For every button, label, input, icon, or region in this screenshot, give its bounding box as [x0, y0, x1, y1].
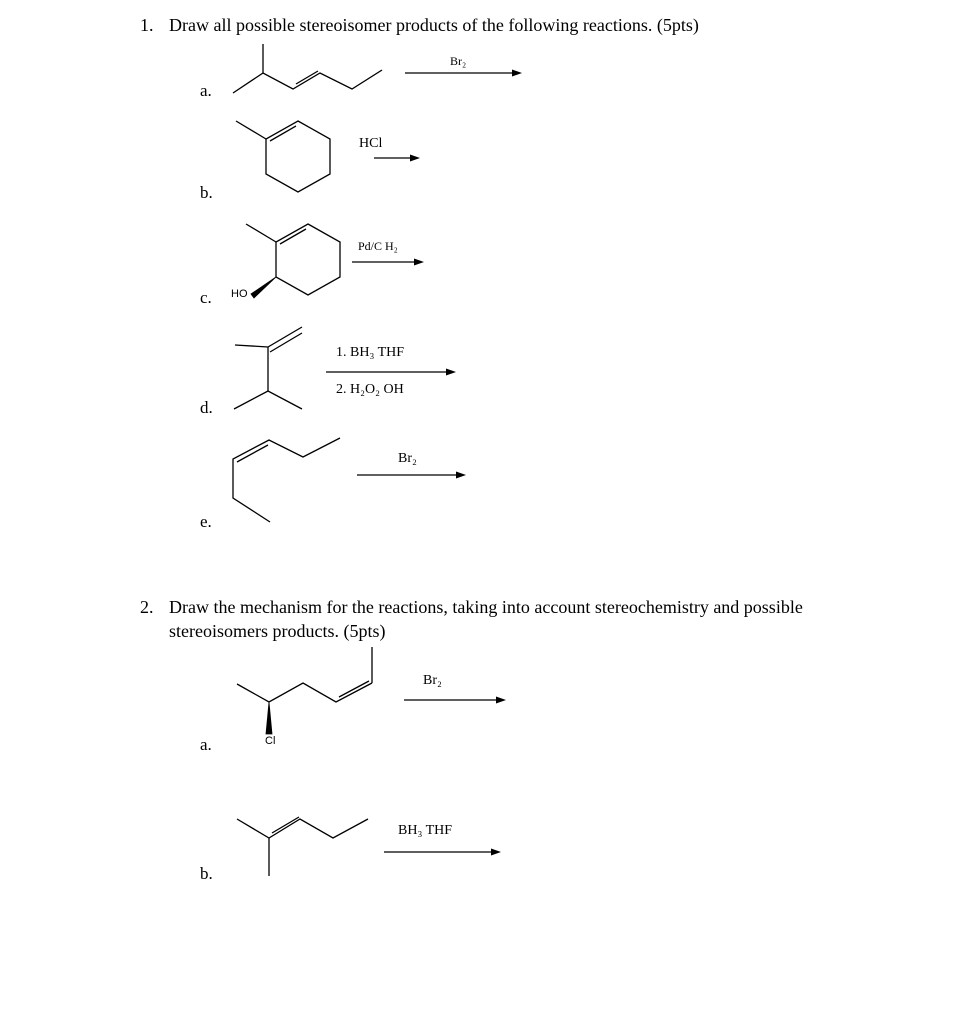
- q2-part-b-label: b.: [200, 864, 213, 883]
- q1-b-reagent: HCl: [359, 136, 383, 151]
- q1-c-arrow: [352, 259, 424, 266]
- q1-part-b-label: b.: [200, 183, 213, 202]
- q2-a-chlorine-label: Cl: [265, 735, 276, 747]
- q2-b-arrow: [384, 849, 501, 856]
- q1-c-hydroxyl-label: HO: [231, 288, 248, 300]
- q1-d-molecule: [234, 327, 302, 409]
- q1-part-c-label: c.: [200, 288, 212, 307]
- question-1-prompt: Draw all possible stereoisomer products of the following reactions. (5pts): [169, 15, 699, 35]
- q2-b-molecule: [237, 817, 368, 876]
- q1-b-arrow: [374, 155, 420, 162]
- question-1-number: 1.: [140, 15, 154, 35]
- q1-e-reagent: Br₂: [398, 451, 417, 466]
- q1-d-arrow: [326, 369, 456, 376]
- q1-e-arrow: [357, 472, 466, 479]
- q1-a-arrow: [405, 70, 522, 77]
- q1-d-reagent-line1: 1. BH₃ THF: [336, 345, 405, 360]
- q1-a-reagent: Br₂: [450, 54, 467, 68]
- q1-e-molecule: [233, 438, 340, 522]
- q2-part-a-label: a.: [200, 735, 212, 754]
- question-2-number: 2.: [140, 597, 154, 617]
- q1-b-molecule: [236, 121, 330, 192]
- q1-d-reagent-line2: 2. H₂O₂ OH: [336, 382, 404, 397]
- q2-a-reagent: Br₂: [423, 673, 442, 688]
- q1-c-molecule: [246, 224, 340, 298]
- q1-part-d-label: d.: [200, 398, 213, 417]
- q1-c-reagent: Pd/C H₂: [358, 239, 398, 253]
- q2-a-arrow: [404, 697, 506, 704]
- q2-a-molecule: [237, 647, 372, 734]
- q2-b-reagent: BH₃ THF: [398, 823, 453, 838]
- question-2-prompt-line1: Draw the mechanism for the reactions, taking into account stereochemistry and possible: [169, 597, 803, 617]
- q1-a-molecule: [233, 44, 382, 93]
- q1-part-a-label: a.: [200, 81, 212, 100]
- question-2-prompt-line2: stereoisomers products. (5pts): [169, 621, 386, 641]
- q1-part-e-label: e.: [200, 512, 212, 531]
